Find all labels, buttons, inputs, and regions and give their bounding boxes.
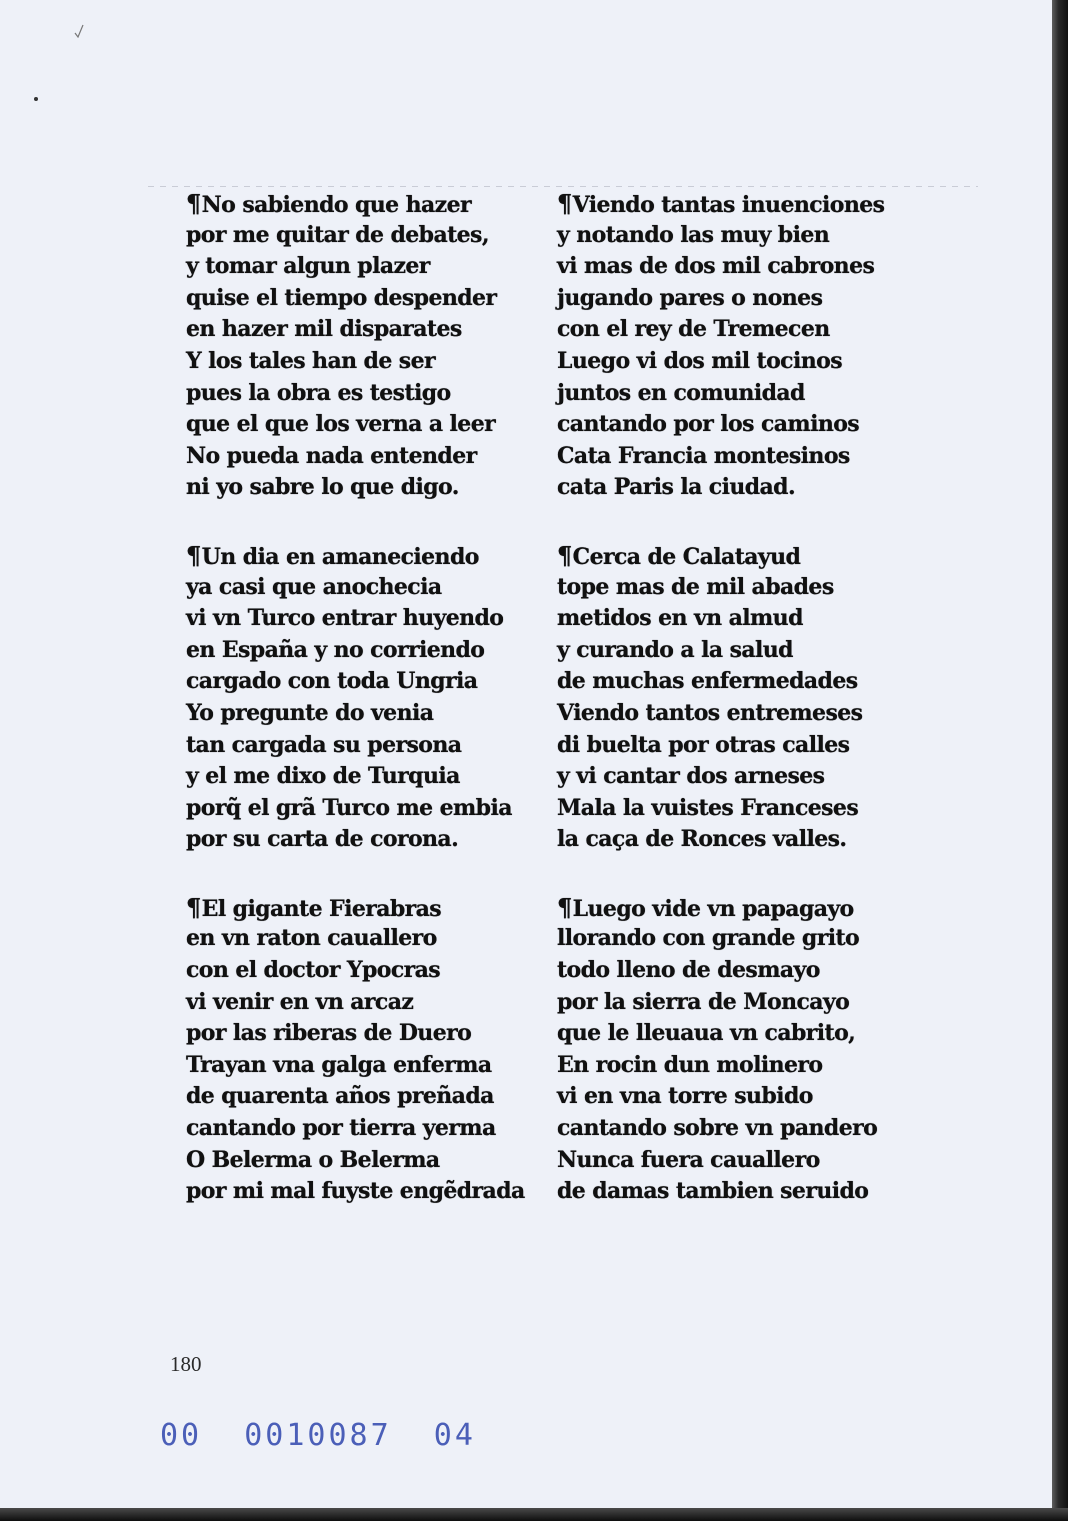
verse-text: jugando pares o nones [557, 284, 823, 311]
verse-line [557, 188, 937, 220]
verse-text: Cerca de Calatayud [572, 543, 801, 570]
verse-line [186, 987, 566, 1019]
verse-line [186, 698, 566, 730]
verse-line [557, 572, 937, 604]
page-number: 180 [170, 1352, 202, 1376]
verse-line [557, 923, 937, 955]
verse-text: que el que los verna a leer [186, 411, 496, 438]
page-bottom-shadow [0, 1508, 1068, 1521]
verse-text: por me quitar de debates, [186, 221, 489, 248]
verse-line [557, 666, 937, 698]
pencil-tick-mark [74, 24, 84, 38]
paragraph-mark-icon: ¶ [557, 540, 572, 570]
verse-line [557, 1050, 937, 1082]
verse-text: todo lleno de desmayo [557, 957, 820, 984]
verse-line [557, 603, 937, 635]
verse-text: Un dia en amaneciendo [201, 543, 479, 570]
verse-line [557, 409, 937, 441]
verse-line [186, 472, 566, 504]
verse-line [186, 793, 566, 825]
verse-line [557, 635, 937, 667]
stanza [557, 892, 937, 1208]
verse-line [186, 666, 566, 698]
verse-text: y notando las muy bien [557, 221, 830, 248]
verse-line [186, 378, 566, 410]
verse-text: vi en vna torre subido [557, 1083, 813, 1110]
verse-text: quise el tiempo despender [186, 284, 497, 311]
verse-line [557, 1176, 937, 1208]
stanza [557, 540, 937, 856]
verse-text: cata Paris la ciudad. [557, 474, 796, 501]
verse-line [186, 409, 566, 441]
verse-text: por la sierra de Moncayo [557, 988, 850, 1015]
page-edge-shadow [1052, 0, 1068, 1521]
archive-stamp: 00 0010087 04 [160, 1418, 476, 1453]
verse-text: cantando por tierra yerma [186, 1115, 496, 1142]
verse-text: juntos en comunidad [557, 379, 805, 406]
verse-line [557, 1113, 937, 1145]
verse-text: Y los tales han de ser [186, 347, 435, 374]
stanza [557, 188, 937, 504]
verse-text: Viendo tantas inuenciones [572, 192, 885, 218]
verse-line [186, 955, 566, 987]
verse-line [186, 540, 566, 572]
verse-line [186, 441, 566, 473]
paper-fold-line [148, 186, 978, 187]
verse-text: y el me dixo de Turquia [186, 763, 460, 790]
verse-text: y curando a la salud [557, 636, 793, 663]
verse-line [186, 603, 566, 635]
verse-line [557, 1145, 937, 1177]
verse-text: cargado con toda Ungria [186, 668, 478, 695]
verse-line [186, 251, 566, 283]
verse-text: cantando sobre vn pandero [557, 1115, 878, 1142]
paragraph-mark-icon: ¶ [186, 540, 201, 570]
verse-text: O Belerma o Belerma [186, 1146, 440, 1173]
verse-line [186, 824, 566, 856]
verse-line [186, 1081, 566, 1113]
verse-text: y tomar algun plazer [186, 253, 430, 280]
verse-line [557, 346, 937, 378]
verse-text: en España y no corriendo [186, 636, 485, 663]
verse-text: vi venir en vn arcaz [186, 988, 414, 1015]
stanza [186, 892, 566, 1208]
verse-line [557, 793, 937, 825]
verse-text: Luego vi dos mil tocinos [557, 347, 842, 374]
verse-text: ya casi que anochecia [186, 573, 442, 600]
verse-line [186, 1145, 566, 1177]
verse-line [186, 1018, 566, 1050]
verse-line [557, 283, 937, 315]
verse-text: di buelta por otras calles [557, 731, 850, 758]
verse-text: con el doctor Ypocras [186, 957, 441, 984]
verse-text: Trayan vna galga enferma [186, 1051, 492, 1078]
ink-dot [34, 97, 38, 101]
verse-line [186, 923, 566, 955]
verse-text: cantando por los caminos [557, 411, 860, 438]
verse-line [186, 635, 566, 667]
stanza [186, 188, 566, 504]
verse-text: No pueda nada entender [186, 442, 477, 469]
verse-text: Mala la vuistes Franceses [557, 794, 859, 821]
verse-text: de muchas enfermedades [557, 668, 858, 695]
verse-text: en hazer mil disparates [186, 316, 462, 343]
verse-line [557, 378, 937, 410]
verse-text: por mi mal fuyste engẽdrada [186, 1178, 525, 1205]
verse-text: por las riberas de Duero [186, 1020, 472, 1047]
verse-line [186, 892, 566, 924]
verse-text: Yo pregunte do venia [186, 699, 434, 726]
verse-line [186, 346, 566, 378]
verse-text: El gigante Fierabras [201, 895, 442, 922]
verse-text: en vn raton cauallero [186, 925, 437, 952]
verse-text: vi mas de dos mil cabrones [557, 253, 875, 280]
text-column-right [557, 188, 937, 1244]
paragraph-mark-icon: ¶ [186, 892, 201, 922]
paragraph-mark-icon: ¶ [557, 892, 572, 922]
verse-line [186, 572, 566, 604]
verse-text: tope mas de mil abades [557, 573, 834, 600]
stanza [186, 540, 566, 856]
verse-line [557, 220, 937, 252]
verse-text: porq̃ el grã Turco me embia [186, 794, 512, 821]
verse-line [557, 824, 937, 856]
verse-line [186, 761, 566, 793]
verse-line [557, 1018, 937, 1050]
verse-text: de quarenta años preñada [186, 1083, 494, 1110]
verse-text: En rocin dun molinero [557, 1051, 823, 1078]
verse-line [186, 220, 566, 252]
verse-line [186, 1113, 566, 1145]
verse-line [186, 283, 566, 315]
verse-line [557, 251, 937, 283]
verse-line [557, 698, 937, 730]
verse-line [557, 314, 937, 346]
verse-text: Nunca fuera cauallero [557, 1146, 820, 1173]
verse-text: de damas tambien seruido [557, 1178, 869, 1205]
verse-text: la caça de Ronces valles. [557, 826, 847, 853]
text-column-left [186, 188, 566, 1244]
verse-text: ni yo sabre lo que digo. [186, 474, 459, 501]
verse-line [557, 987, 937, 1019]
verse-line [557, 730, 937, 762]
verse-line [186, 730, 566, 762]
verse-text: llorando con grande grito [557, 925, 860, 952]
verse-text: tan cargada su persona [186, 731, 462, 758]
paragraph-mark-icon: ¶ [186, 189, 201, 218]
verse-line [186, 1050, 566, 1082]
verse-line [557, 955, 937, 987]
verse-text: Luego vide vn papagayo [572, 895, 854, 922]
verse-line [557, 1081, 937, 1113]
verse-text: metidos en vn almud [557, 605, 803, 632]
verse-line [557, 441, 937, 473]
verse-line [557, 892, 937, 924]
verse-text: por su carta de corona. [186, 826, 459, 853]
verse-text: Cata Francia montesinos [557, 442, 850, 469]
verse-line [557, 472, 937, 504]
verse-text: vi vn Turco entrar huyendo [186, 605, 504, 632]
verse-text: No sabiendo que hazer [201, 192, 471, 218]
verse-line [557, 761, 937, 793]
verse-line [186, 314, 566, 346]
verse-line [557, 540, 937, 572]
verse-text: que le lleuaua vn cabrito, [557, 1020, 856, 1047]
verse-text: con el rey de Tremecen [557, 316, 830, 343]
verse-text: y vi cantar dos arneses [557, 763, 825, 790]
verse-text: pues la obra es testigo [186, 379, 451, 406]
verse-text: Viendo tantos entremeses [557, 699, 863, 726]
paragraph-mark-icon: ¶ [557, 189, 572, 218]
verse-line [186, 1176, 566, 1208]
verse-line [186, 188, 566, 220]
